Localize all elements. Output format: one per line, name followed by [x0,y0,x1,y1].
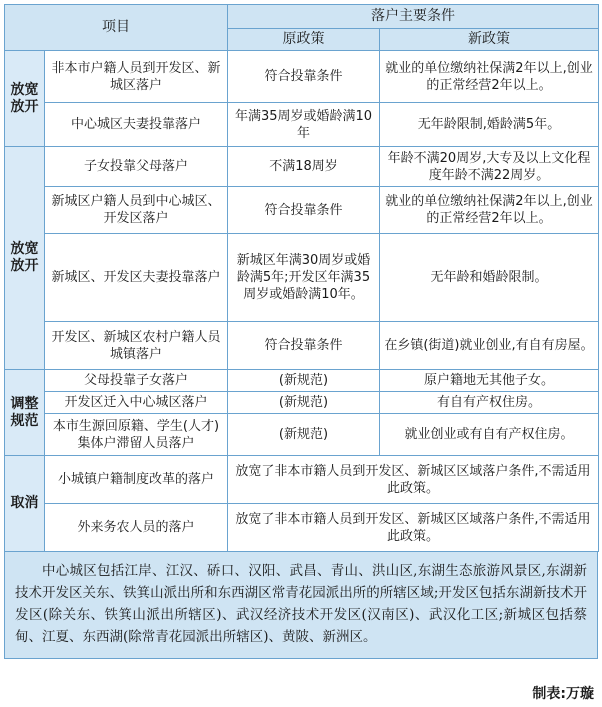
item-cell: 本市生源回原籍、学生(人才)集体户滞留人员落户 [45,414,228,456]
table-row [5,187,599,234]
old-policy-header: 原政策 [228,29,380,51]
group-label-cancel: 取消 [5,456,45,552]
table-credit: 制表:万璇 [532,686,594,702]
group-label-relax-1: 放宽放开 [5,51,45,147]
table-row [5,147,599,187]
new-policy-cell: 无年龄限制,婚龄满5年。 [380,103,599,147]
item-cell: 新城区户籍人员到中心城区、开发区落户 [45,187,228,234]
new-policy-cell: 原户籍地无其他子女。 [380,370,599,392]
household-registration-table [4,4,599,552]
item-cell: 小城镇户籍制度改革的落户 [45,456,228,504]
group-label-adjust: 调整规范 [5,370,45,456]
table-row [5,322,599,370]
item-cell: 新城区、开发区夫妻投靠落户 [45,234,228,322]
old-policy-cell: (新规范) [228,392,380,414]
item-cell: 外来务农人员的落户 [45,504,228,552]
old-policy-cell: (新规范) [228,370,380,392]
old-policy-cell: 新城区年满30周岁或婚龄满5年;开发区年满35周岁或婚龄满10年。 [228,234,380,322]
new-policy-cell: 无年龄和婚龄限制。 [380,234,599,322]
table-row [5,234,599,322]
new-policy-cell: 就业的单位缴纳社保满2年以上,创业的正常经营2年以上。 [380,187,599,234]
policy-table-container [4,4,598,659]
item-cell: 父母投靠子女落户 [45,370,228,392]
table-row [5,103,599,147]
new-policy-cell: 在乡镇(街道)就业创业,有自有房屋。 [380,322,599,370]
old-policy-cell: 符合投靠条件 [228,187,380,234]
group-label-relax-2: 放宽放开 [5,147,45,370]
old-policy-cell: 符合投靠条件 [228,322,380,370]
table-row [5,370,599,392]
table-row [5,414,599,456]
item-cell: 开发区迁入中心城区落户 [45,392,228,414]
new-policy-cell: 年龄不满20周岁,大专及以上文化程度年龄不满22周岁。 [380,147,599,187]
new-policy-header: 新政策 [380,29,599,51]
old-policy-cell: 不满18周岁 [228,147,380,187]
item-cell: 开发区、新城区农村户籍人员城镇落户 [45,322,228,370]
old-policy-cell: 年满35周岁或婚龄满10年 [228,103,380,147]
table-row [5,51,599,103]
conditions-header: 落户主要条件 [228,5,599,29]
table-row [5,392,599,414]
table-row [5,456,599,504]
district-definitions-note: 中心城区包括江岸、江汉、硚口、汉阳、武昌、青山、洪山区,东湖生态旅游风景区,东湖新技术开发区关东、铁箕山派出所和东西湖区常青花园派出所的所辖区域;开发区包括东湖新技术开发区(除关东、铁箕山派出所辖区)、武汉经济技术开发区(汉南区)、武汉化工区;新城区包括蔡甸、江夏、东西湖(除常青花园派出所辖区)、黄陂、新洲区。 [4,552,598,659]
item-cell: 中心城区夫妻投靠落户 [45,103,228,147]
item-cell: 非本市户籍人员到开发区、新城区落户 [45,51,228,103]
new-policy-cell: 就业创业或有自有产权住房。 [380,414,599,456]
old-policy-cell: 符合投靠条件 [228,51,380,103]
new-policy-cell: 就业的单位缴纳社保满2年以上,创业的正常经营2年以上。 [380,51,599,103]
new-policy-cell: 有自有产权住房。 [380,392,599,414]
table-row [5,504,599,552]
old-policy-cell: (新规范) [228,414,380,456]
merged-policy-cell: 放宽了非本市籍人员到开发区、新城区区域落户条件,不需适用此政策。 [228,504,599,552]
merged-policy-cell: 放宽了非本市籍人员到开发区、新城区区域落户条件,不需适用此政策。 [228,456,599,504]
item-header: 项目 [5,5,228,51]
item-cell: 子女投靠父母落户 [45,147,228,187]
